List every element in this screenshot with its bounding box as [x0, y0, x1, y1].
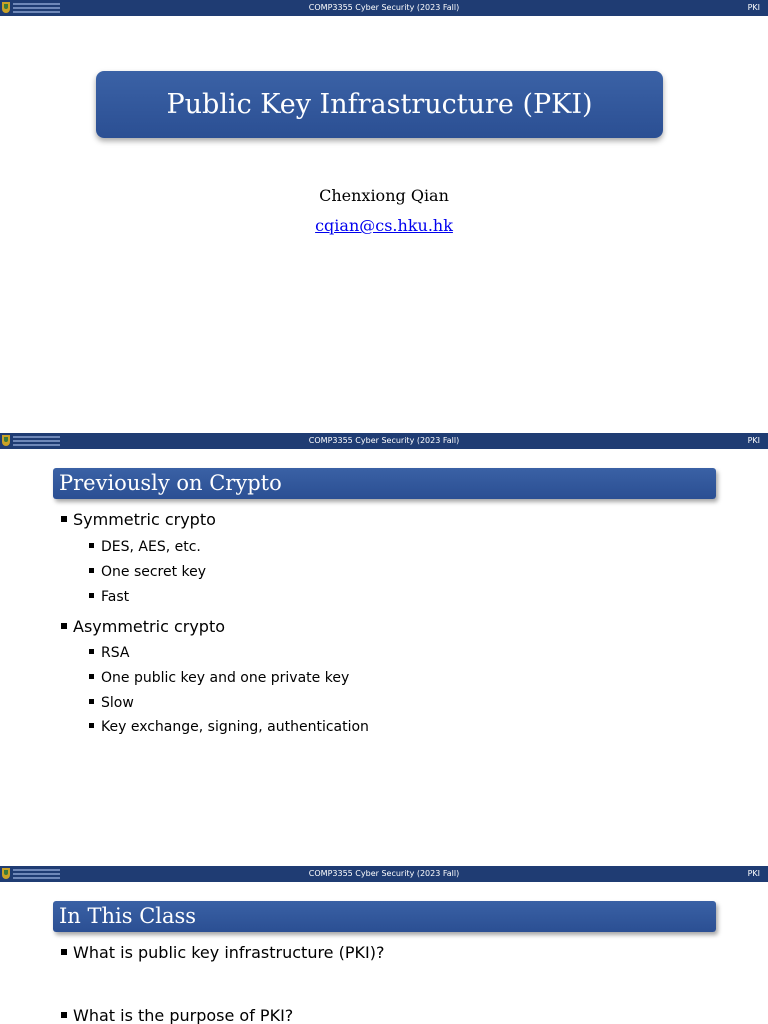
slide-1 — [0, 0, 768, 430]
bullet-text: What is the purpose of PKI? — [73, 1006, 294, 1024]
slide-header — [0, 0, 768, 16]
bullet-marker — [89, 543, 94, 548]
bullet-marker — [89, 568, 94, 573]
bullet-marker — [61, 1012, 67, 1018]
bullet-text: Symmetric crypto — [73, 510, 216, 529]
bullet-marker — [89, 593, 94, 598]
bullet-text: DES, AES, etc. — [101, 539, 201, 555]
slide-header — [0, 433, 768, 449]
course-title: COMP3355 Cyber Security (2023 Fall) — [308, 3, 460, 12]
bullet-marker — [61, 623, 67, 629]
slide-topic: PKI — [747, 869, 760, 878]
course-title: COMP3355 Cyber Security (2023 Fall) — [308, 436, 460, 445]
author-email-link[interactable]: cqian@cs.hku.hk — [315, 216, 453, 235]
course-title: COMP3355 Cyber Security (2023 Fall) — [308, 869, 460, 878]
bullet-text: One secret key — [101, 564, 207, 580]
slide-3 — [0, 866, 768, 1024]
slide-topic: PKI — [747, 436, 760, 445]
section-title: In This Class — [59, 904, 197, 928]
slide-2 — [0, 433, 768, 863]
slide-title: Public Key Infrastructure (PKI) — [166, 89, 593, 120]
section-title-bar — [53, 468, 716, 499]
bullet-marker — [89, 699, 94, 704]
section-title-bar — [53, 901, 716, 932]
bullet-text: RSA — [101, 645, 130, 661]
author-name: Chenxiong Qian — [319, 186, 449, 205]
section-title: Previously on Crypto — [59, 471, 282, 495]
bullet-text: Slow — [101, 695, 134, 711]
slide-topic: PKI — [747, 3, 760, 12]
bullet-marker — [89, 723, 94, 728]
bullet-marker — [89, 674, 94, 679]
bullet-text: What is public key infrastructure (PKI)? — [73, 943, 385, 962]
slide-header — [0, 866, 768, 882]
bullet-marker — [61, 949, 67, 955]
bullet-marker — [89, 649, 94, 654]
bullet-text: One public key and one private key — [101, 670, 350, 686]
bullet-text: Asymmetric crypto — [73, 617, 226, 636]
bullet-text: Fast — [101, 589, 130, 605]
bullet-marker — [61, 516, 67, 522]
title-box — [96, 71, 663, 138]
bullet-text: Key exchange, signing, authentication — [101, 719, 369, 735]
